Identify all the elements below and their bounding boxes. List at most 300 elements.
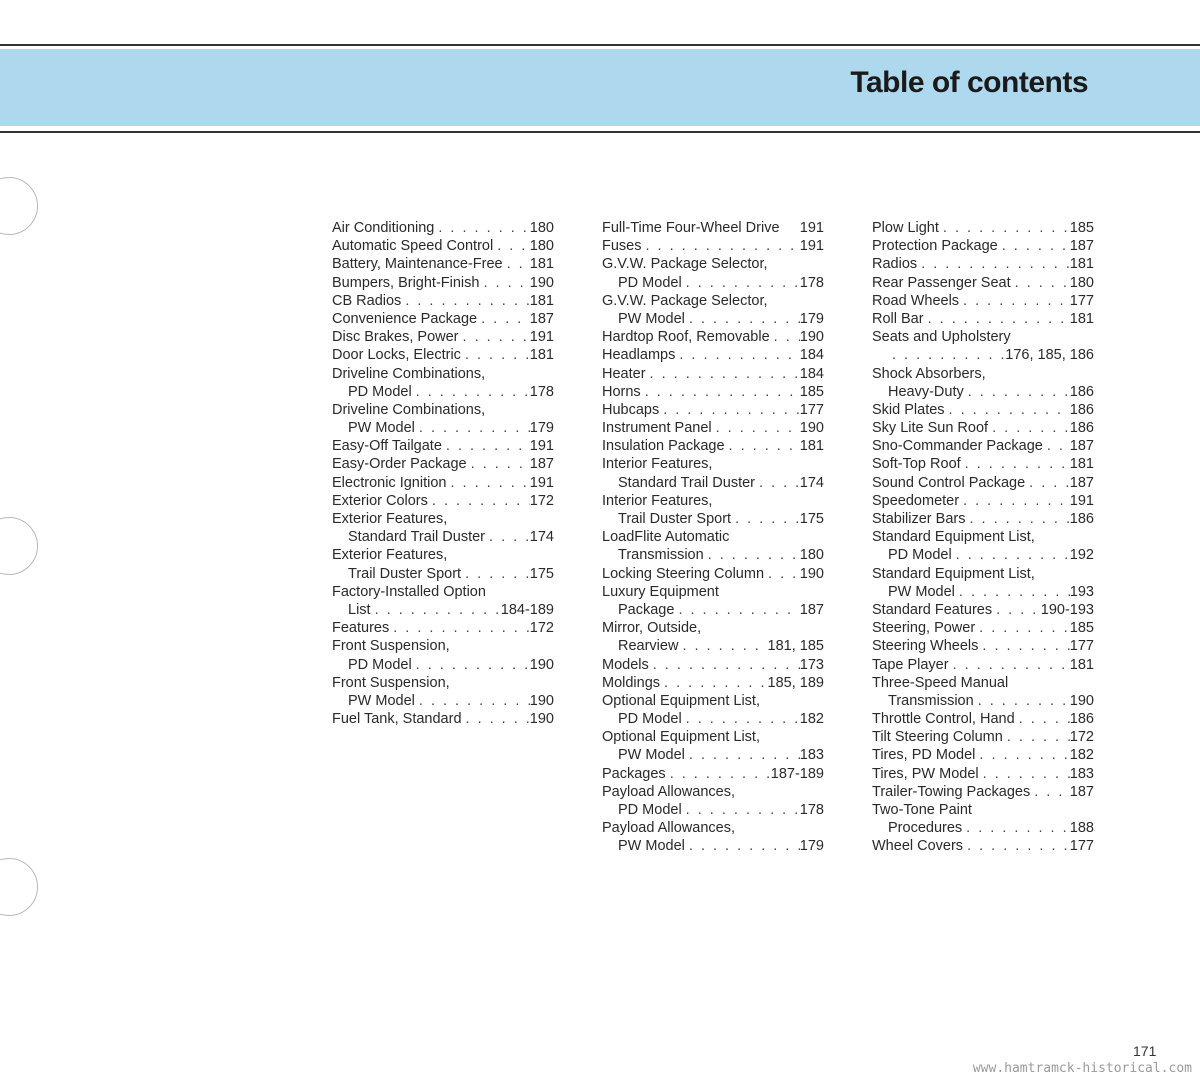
- entry-label: Front Suspension,: [332, 674, 450, 691]
- index-entry: [332, 674, 554, 692]
- leader-dots: [1043, 437, 1070, 455]
- leader-dots: [1003, 728, 1070, 746]
- leader-dots: [442, 437, 530, 455]
- entry-page: 181: [529, 347, 554, 364]
- entry-page: 181: [1069, 656, 1094, 673]
- entry-label: Front Suspension,: [332, 638, 450, 655]
- leader-dots: [685, 837, 800, 855]
- index-entry: [332, 401, 554, 419]
- entry-page: 190: [799, 420, 824, 437]
- index-entry: [602, 692, 824, 710]
- index-entry: [872, 383, 1094, 401]
- entry-label: Packages: [602, 765, 666, 782]
- entry-page: 184: [799, 365, 824, 382]
- entry-label: Trail Duster Sport: [618, 511, 732, 527]
- leader-dots: [955, 583, 1070, 601]
- entry-label: Steering, Power: [872, 620, 976, 637]
- index-entry: [332, 383, 554, 401]
- entry-label: Heater: [602, 365, 646, 382]
- index-entry: [602, 237, 824, 255]
- entry-label: Payload Allowances,: [602, 820, 735, 837]
- entry-page: 187: [1069, 474, 1094, 491]
- leader-dots: [963, 837, 1070, 855]
- leader-dots: [992, 601, 1041, 619]
- index-entry: [332, 255, 554, 273]
- entry-label: Sky Lite Sun Roof: [872, 420, 989, 437]
- entry-page: 186: [1069, 711, 1094, 728]
- leader-dots: [649, 656, 800, 674]
- leader-dots: [642, 237, 800, 255]
- entry-label: Battery, Maintenance-Free: [332, 256, 503, 273]
- index-entry: [872, 292, 1094, 310]
- entry-label: Payload Allowances,: [602, 783, 735, 800]
- entry-page: 174: [529, 529, 554, 546]
- index-entry: [602, 255, 824, 273]
- leader-dots: [755, 474, 800, 492]
- entry-label: Steering Wheels: [872, 638, 979, 655]
- leader-dots: [962, 819, 1070, 837]
- entry-label: Skid Plates: [872, 401, 945, 418]
- index-entry: [602, 710, 824, 728]
- entry-label: Soft-Top Roof: [872, 456, 961, 473]
- entry-label: Rearview: [618, 638, 679, 655]
- entry-label: Three-Speed Manual: [872, 674, 1009, 691]
- index-column-2: [602, 219, 824, 856]
- index-entry: [332, 528, 554, 546]
- index-entry: [602, 346, 824, 364]
- leader-dots: [641, 383, 800, 401]
- entry-page: 188: [1069, 820, 1094, 837]
- index-entry: [332, 274, 554, 292]
- index-entry: [602, 801, 824, 819]
- index-entry: [872, 601, 1094, 619]
- entry-label: Heavy-Duty: [888, 383, 964, 400]
- index-entry: [332, 455, 554, 473]
- index-entry: [332, 583, 554, 601]
- entry-page: 177: [1069, 638, 1094, 655]
- leader-dots: [979, 765, 1070, 783]
- entry-label: Trail Duster Sport: [348, 565, 462, 582]
- index-entry: [332, 492, 554, 510]
- leader-dots: [678, 637, 767, 655]
- leader-dots: [964, 383, 1070, 401]
- leader-dots: [1025, 474, 1070, 492]
- entry-page: 184-189: [500, 601, 554, 618]
- entry-label: Road Wheels: [872, 292, 960, 309]
- index-entry: [872, 528, 1094, 546]
- index-entry: [602, 383, 824, 401]
- index-entry: [872, 692, 1094, 710]
- leader-dots: [428, 492, 530, 510]
- entry-page: 191: [529, 329, 554, 346]
- leader-dots: [685, 746, 800, 764]
- entry-page: 172: [1069, 729, 1094, 746]
- index-entry: [602, 765, 824, 783]
- index-entry: [332, 419, 554, 437]
- entry-label: CB Radios: [332, 292, 402, 309]
- leader-dots: [415, 692, 530, 710]
- leader-dots: [415, 419, 530, 437]
- entry-label: Door Locks, Electric: [332, 347, 461, 364]
- leader-dots: [479, 274, 529, 292]
- binder-hole-middle: [0, 517, 38, 575]
- index-entry: [872, 819, 1094, 837]
- entry-label: Driveline Combinations,: [332, 401, 486, 418]
- entry-label: Driveline Combinations,: [332, 365, 486, 382]
- leader-dots: [412, 656, 530, 674]
- entry-page: 181: [1069, 310, 1094, 327]
- entry-label: Standard Features: [872, 601, 993, 618]
- entry-label: Exterior Features,: [332, 547, 448, 564]
- index-entry: [602, 219, 824, 237]
- index-entry: [602, 474, 824, 492]
- entry-page: 187: [1069, 438, 1094, 455]
- entry-label: Speedometer: [872, 492, 960, 509]
- entry-label: Models: [602, 656, 649, 673]
- entry-label: Exterior Colors: [332, 492, 428, 509]
- leader-dots: [462, 710, 530, 728]
- index-entry: [602, 510, 824, 528]
- leader-dots: [682, 801, 800, 819]
- leader-dots: [959, 292, 1070, 310]
- entry-label: Features: [332, 620, 390, 637]
- entry-label: G.V.W. Package Selector,: [602, 292, 768, 309]
- entry-label: Hubcaps: [602, 401, 660, 418]
- entry-page: 181: [529, 256, 554, 273]
- entry-label: Fuel Tank, Standard: [332, 711, 462, 728]
- leader-dots: [988, 419, 1070, 437]
- entry-page: 187: [1069, 238, 1094, 255]
- index-entry: [332, 546, 554, 564]
- leader-dots: [704, 546, 800, 564]
- leader-dots: [682, 710, 800, 728]
- leader-dots: [1030, 783, 1070, 801]
- entry-page: 191: [529, 438, 554, 455]
- index-entry: [872, 437, 1094, 455]
- leader-dots: [685, 310, 800, 328]
- index-entry: [602, 619, 824, 637]
- leader-dots: [389, 619, 530, 637]
- entry-page: 175: [799, 511, 824, 527]
- entry-label: PD Model: [618, 274, 682, 291]
- leader-dots: [974, 692, 1070, 710]
- index-entry: [602, 328, 824, 346]
- entry-label: Tape Player: [872, 656, 949, 673]
- page-title: Table of contents: [850, 66, 1088, 99]
- entry-page: 187: [1069, 783, 1094, 800]
- entry-label: G.V.W. Package Selector,: [602, 256, 768, 273]
- entry-label: Seats and Upholstery: [872, 329, 1011, 346]
- index-entry: [332, 692, 554, 710]
- entry-page: 174: [799, 474, 824, 491]
- leader-dots: [485, 528, 530, 546]
- leader-dots: [461, 346, 530, 364]
- index-entry: [872, 401, 1094, 419]
- entry-label: Automatic Speed Control: [332, 238, 494, 255]
- leader-dots: [401, 292, 529, 310]
- leader-dots: [659, 401, 800, 419]
- index-entry: [332, 346, 554, 364]
- index-entry: [602, 637, 824, 655]
- entry-label: Optional Equipment List,: [602, 692, 760, 709]
- leader-dots: [446, 474, 529, 492]
- index-entry: [332, 565, 554, 583]
- entry-page: 191: [799, 238, 824, 255]
- entry-page: 185: [799, 383, 824, 400]
- entry-page: 190: [529, 711, 554, 728]
- index-entry: [332, 365, 554, 383]
- index-column-3: [872, 219, 1094, 856]
- leader-dots: [682, 274, 800, 292]
- entry-spacer: [780, 219, 800, 237]
- entry-page: 172: [529, 492, 554, 509]
- index-entry: [872, 728, 1094, 746]
- entry-label: Tires, PD Model: [872, 747, 976, 764]
- leader-dots: [459, 328, 530, 346]
- entry-label: Two-Tone Paint: [872, 802, 972, 818]
- entry-page: 177: [1069, 292, 1094, 309]
- entry-page: 178: [799, 802, 824, 818]
- index-entry: [872, 255, 1094, 273]
- entry-page: 182: [1069, 747, 1094, 764]
- leader-dots: [952, 546, 1070, 564]
- leader-dots: [493, 237, 530, 255]
- entry-label: LoadFlite Automatic: [602, 529, 730, 546]
- entry-label: Insulation Package: [602, 438, 725, 455]
- entry-page: 177: [799, 401, 824, 418]
- index-entry: [602, 528, 824, 546]
- leader-dots: [764, 565, 800, 583]
- binder-hole-bottom: [0, 858, 38, 916]
- leader-dots: [949, 656, 1070, 674]
- leader-dots: [712, 419, 800, 437]
- index-entry: [602, 728, 824, 746]
- entry-page: 183: [1069, 765, 1094, 782]
- index-entry: [872, 619, 1094, 637]
- index-entry: [602, 365, 824, 383]
- index-entry: [602, 819, 824, 837]
- leader-dots: [917, 255, 1070, 273]
- entry-label: Easy-Order Package: [332, 456, 467, 473]
- index-entry: [332, 219, 554, 237]
- entry-label: Wheel Covers: [872, 838, 964, 855]
- entry-page: 190: [1069, 692, 1094, 709]
- leader-dots: [770, 328, 800, 346]
- entry-page: 185: [1069, 620, 1094, 637]
- leader-dots: [1011, 274, 1070, 292]
- leader-dots: [660, 674, 768, 692]
- index-entry: [872, 674, 1094, 692]
- entry-page: 179: [799, 310, 824, 327]
- entry-page: 180: [529, 220, 554, 236]
- entry-label: PW Model: [348, 692, 415, 709]
- leader-dots: [978, 637, 1069, 655]
- index-entry: [872, 328, 1094, 346]
- index-entry: [872, 419, 1094, 437]
- leader-dots: [434, 219, 529, 237]
- index-entry: [872, 346, 1094, 364]
- entry-page: 186: [1069, 511, 1094, 527]
- entry-page: 186: [1069, 420, 1094, 437]
- leader-dots: [412, 383, 530, 401]
- index-entry: [602, 583, 824, 601]
- entry-page: 181: [799, 438, 824, 455]
- index-entry: [602, 565, 824, 583]
- entry-label: Roll Bar: [872, 310, 924, 327]
- leader-dots: [461, 565, 530, 583]
- entry-label: PD Model: [618, 802, 682, 818]
- leader-dots: [503, 255, 530, 273]
- leader-dots: [731, 510, 800, 528]
- entry-label: Package: [618, 601, 675, 618]
- entry-page: 179: [529, 420, 554, 437]
- index-entry: [602, 419, 824, 437]
- leader-dots: [961, 455, 1070, 473]
- entry-label: Bumpers, Bright-Finish: [332, 274, 480, 291]
- entry-page: 182: [799, 711, 824, 728]
- entry-label: PD Model: [618, 711, 682, 728]
- index-entry: [872, 546, 1094, 564]
- index-entry: [872, 310, 1094, 328]
- index-entry: [602, 401, 824, 419]
- entry-label: PW Model: [618, 310, 685, 327]
- index-entry: [872, 837, 1094, 855]
- entry-label: Plow Light: [872, 220, 939, 236]
- entry-page: 177: [1069, 838, 1094, 855]
- index-entry: [872, 656, 1094, 674]
- entry-label: Throttle Control, Hand: [872, 711, 1015, 728]
- index-entry: [872, 492, 1094, 510]
- entry-label: Tilt Steering Column: [872, 729, 1003, 746]
- entry-page: 190: [529, 692, 554, 709]
- leader-dots: [467, 455, 530, 473]
- leader-dots: [674, 601, 799, 619]
- bottom-rule: [0, 131, 1200, 133]
- entry-page: 190: [529, 274, 554, 291]
- entry-label: Air Conditioning: [332, 220, 435, 236]
- entry-label: Standard Trail Duster: [348, 529, 486, 546]
- index-entry: [872, 637, 1094, 655]
- index-entry: [332, 637, 554, 655]
- entry-label: Radios: [872, 256, 918, 273]
- entry-label: [872, 346, 888, 364]
- index-entry: [872, 765, 1094, 783]
- index-entry: [602, 455, 824, 473]
- index-entry: [872, 365, 1094, 383]
- index-entry: [332, 510, 554, 528]
- entry-label: Mirror, Outside,: [602, 620, 702, 637]
- index-entry: [602, 783, 824, 801]
- index-entry: [872, 746, 1094, 764]
- index-entry: [332, 328, 554, 346]
- leader-dots: [975, 619, 1070, 637]
- entry-label: Sno-Commander Package: [872, 438, 1043, 455]
- entry-page: 190: [799, 329, 824, 346]
- index-entry: [872, 274, 1094, 292]
- index-entry: [332, 292, 554, 310]
- entry-page: 192: [1069, 547, 1094, 564]
- entry-label: PW Model: [348, 420, 415, 437]
- entry-page: 181: [1069, 456, 1094, 473]
- entry-label: Convenience Package: [332, 310, 478, 327]
- watermark: www.hamtramck-historical.com: [972, 1061, 1192, 1076]
- entry-label: Fuses: [602, 238, 642, 255]
- leader-dots: [477, 310, 530, 328]
- leader-dots: [939, 219, 1070, 237]
- index-entry: [602, 837, 824, 855]
- entry-page: 187: [799, 601, 824, 618]
- entry-page: 186: [1069, 401, 1094, 418]
- entry-page: 186: [1069, 383, 1094, 400]
- entry-label: Interior Features,: [602, 456, 713, 473]
- entry-label: Protection Package: [872, 238, 998, 255]
- entry-label: Standard Equipment List,: [872, 565, 1035, 582]
- index-entry: [332, 237, 554, 255]
- leader-dots: [646, 365, 800, 383]
- entry-label: Headlamps: [602, 347, 676, 364]
- entry-label: Procedures: [888, 820, 963, 837]
- entry-page: 185: [1069, 220, 1094, 236]
- leader-dots: [998, 237, 1070, 255]
- entry-page: 178: [529, 383, 554, 400]
- index-entry: [872, 455, 1094, 473]
- index-entry: [872, 237, 1094, 255]
- entry-page: 183: [799, 747, 824, 764]
- entry-label: Horns: [602, 383, 641, 400]
- index-entry: [872, 219, 1094, 237]
- index-entry: [872, 510, 1094, 528]
- entry-label: Exterior Features,: [332, 511, 448, 527]
- entry-page: 190: [799, 565, 824, 582]
- entry-label: Factory-Installed Option: [332, 583, 486, 600]
- entry-page: 187: [529, 310, 554, 327]
- entry-page: 179: [799, 838, 824, 855]
- entry-page: 185, 189: [767, 674, 824, 691]
- index-entry: [872, 801, 1094, 819]
- index-entry: [872, 565, 1094, 583]
- leader-dots: [959, 492, 1070, 510]
- entry-page: 184: [799, 347, 824, 364]
- entry-label: Standard Trail Duster: [618, 474, 756, 491]
- entry-page: 187-189: [770, 765, 824, 782]
- entry-label: PW Model: [618, 747, 685, 764]
- entry-label: Hardtop Roof, Removable: [602, 329, 770, 346]
- index-entry: [602, 674, 824, 692]
- entry-label: Easy-Off Tailgate: [332, 438, 442, 455]
- leader-dots: [725, 437, 800, 455]
- entry-label: Moldings: [602, 674, 661, 691]
- index-entry: [332, 710, 554, 728]
- index-entry: [332, 310, 554, 328]
- leader-dots: [371, 601, 501, 619]
- entry-label: PD Model: [348, 656, 412, 673]
- index-entry: [332, 601, 554, 619]
- page-number: 171: [1133, 1043, 1157, 1059]
- entry-page: 190-193: [1040, 601, 1094, 618]
- entry-page: 173: [799, 656, 824, 673]
- entry-label: Standard Equipment List,: [872, 529, 1035, 546]
- index-entry: [602, 274, 824, 292]
- leader-dots: [924, 310, 1070, 328]
- leader-dots: [965, 510, 1069, 528]
- entry-label: Rear Passenger Seat: [872, 274, 1011, 291]
- index-entry: [872, 710, 1094, 728]
- index-entry: [602, 656, 824, 674]
- index-column-1: [332, 219, 554, 728]
- entry-page: 172: [529, 620, 554, 637]
- leader-dots: [1015, 710, 1070, 728]
- top-rule: [0, 44, 1200, 46]
